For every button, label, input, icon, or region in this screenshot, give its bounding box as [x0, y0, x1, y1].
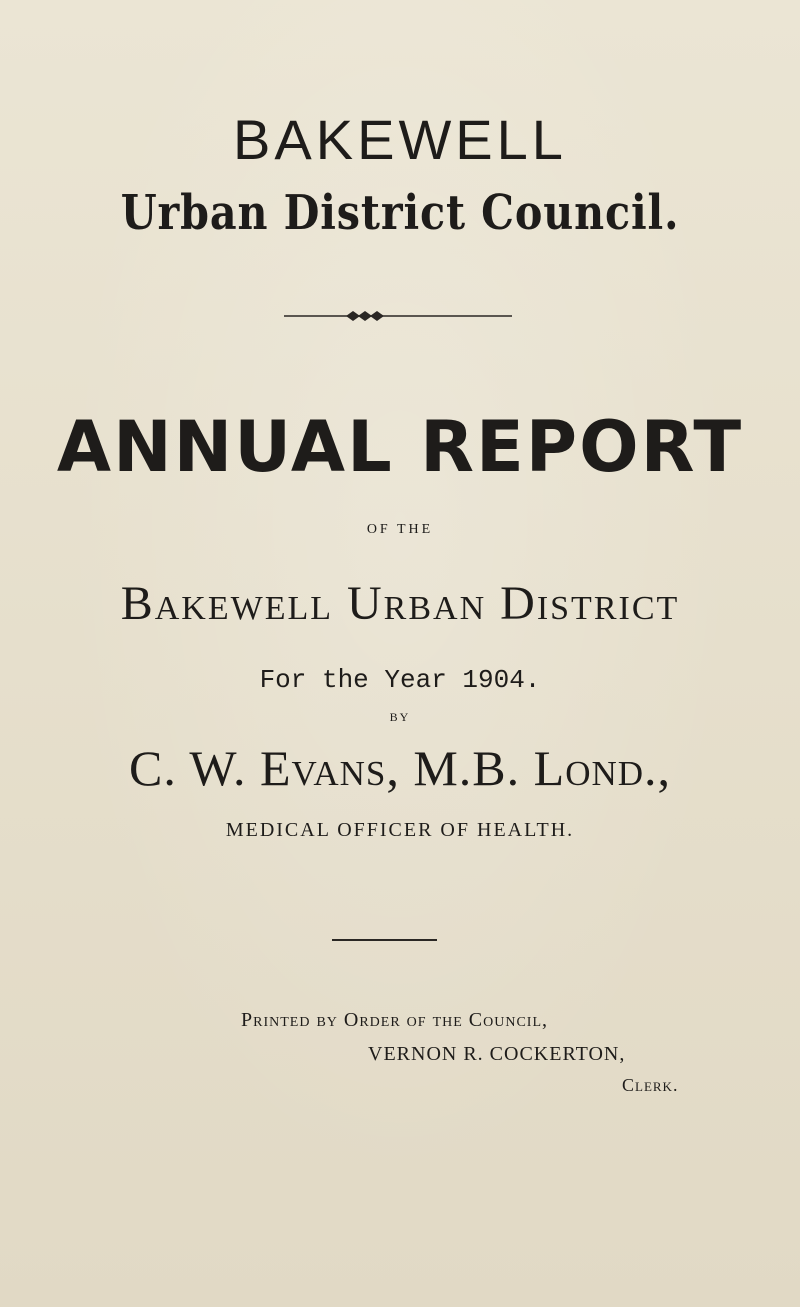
year-line: For the Year 1904.	[259, 665, 541, 695]
author-name: C. W. Evans, M.B. Lond.,	[128, 740, 672, 796]
heading-bakewell: BAKEWELL	[233, 108, 567, 171]
author-role: MEDICAL OFFICER OF HEALTH.	[225, 819, 575, 841]
divider-rule	[332, 939, 437, 941]
district-name: Bakewell Urban District	[120, 577, 680, 630]
report-title: ANNUAL REPORT	[56, 406, 744, 488]
clerk-title: Clerk.	[622, 1075, 679, 1095]
of-the-label: OF THE	[366, 522, 434, 537]
by-label: BY	[389, 710, 411, 724]
ornament-rule	[284, 310, 512, 322]
printed-by: Printed by Order of the Council,	[241, 1009, 549, 1031]
council-name: Urban District Council.	[120, 185, 680, 241]
clerk-name: VERNON R. COCKERTON,	[368, 1043, 626, 1065]
